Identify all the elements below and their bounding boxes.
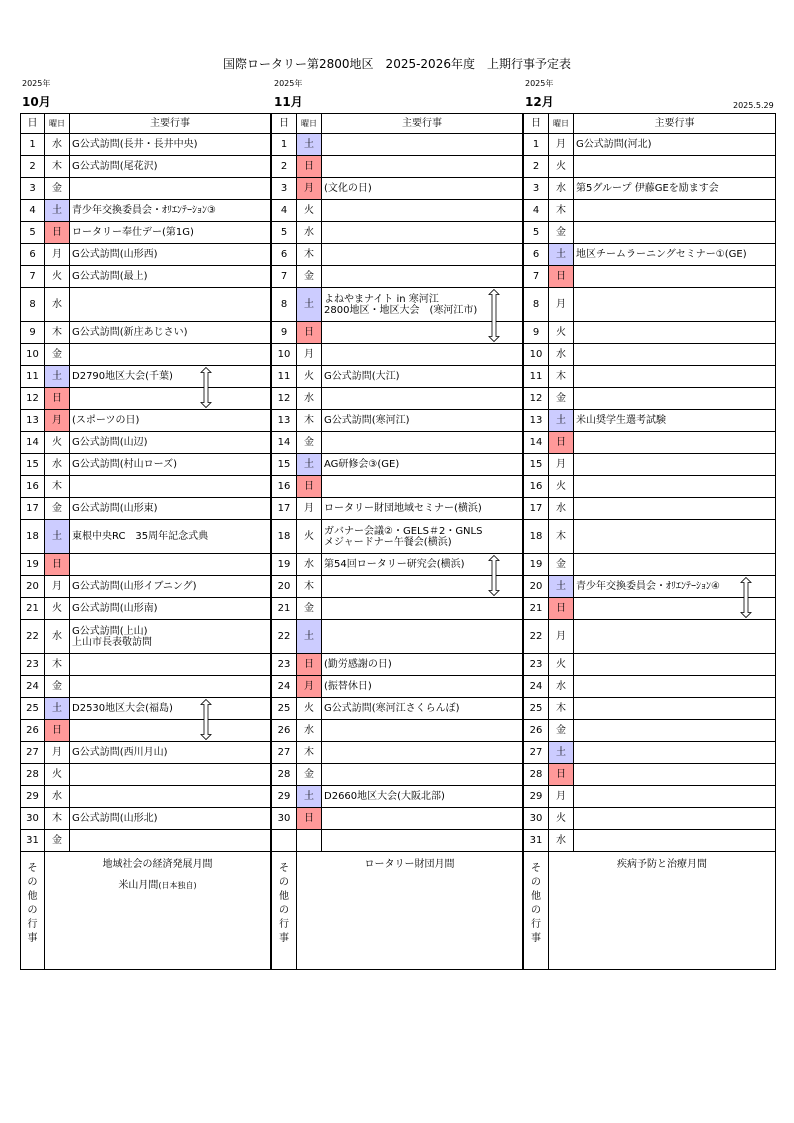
weekday-cell: 土 <box>297 288 322 322</box>
day-number: 17 <box>21 498 45 520</box>
event-text: G公式訪問(長井・長井中央) <box>72 139 198 150</box>
weekday-cell: 金 <box>45 498 70 520</box>
day-number: 7 <box>524 266 549 288</box>
day-number: 4 <box>524 200 549 222</box>
day-number: 24 <box>21 676 45 698</box>
weekday-cell: 水 <box>45 786 70 808</box>
event-text: G公式訪問(尾花沢) <box>72 161 158 172</box>
event-text: ロータリー財団地域セミナー(横浜) <box>324 503 482 514</box>
weekday-cell: 金 <box>45 830 70 852</box>
weekday-cell: 水 <box>297 388 322 410</box>
weekday-cell: 火 <box>45 598 70 620</box>
day-number: 6 <box>272 244 297 266</box>
day-number: 15 <box>272 454 297 476</box>
weekday-cell: 日 <box>45 222 70 244</box>
weekday-cell: 月 <box>549 288 574 322</box>
weekday-cell: 土 <box>549 244 574 266</box>
weekday-cell: 金 <box>45 344 70 366</box>
other-events-label-text: そ の 他 の 行 事 <box>27 863 38 944</box>
weekday-cell: 月 <box>297 178 322 200</box>
event-text-line2: 上山市長表敬訪問 <box>72 636 152 648</box>
day-number: 21 <box>524 598 549 620</box>
day-number: 22 <box>524 620 549 654</box>
weekday-cell: 木 <box>549 366 574 388</box>
month-label-dec: 12月 <box>525 95 554 109</box>
day-number: 25 <box>21 698 45 720</box>
span-arrow-icon <box>489 290 499 342</box>
event-text-line2: メジャードナー午餐会(横浜) <box>324 536 452 548</box>
day-number: 16 <box>21 476 45 498</box>
day-number: 22 <box>21 620 45 654</box>
event-text: G公式訪問(寒河江さくらんぼ) <box>324 703 460 714</box>
event-text: (スポーツの日) <box>72 415 140 426</box>
weekday-cell: 日 <box>297 808 322 830</box>
event-text: G公式訪問(山辺) <box>72 437 148 448</box>
weekday-cell: 日 <box>549 432 574 454</box>
weekday-cell: 月 <box>297 498 322 520</box>
day-number: 5 <box>272 222 297 244</box>
day-number: 21 <box>21 598 45 620</box>
span-arrow-icon <box>201 700 211 740</box>
weekday-cell: 土 <box>45 366 70 388</box>
day-number: 14 <box>21 432 45 454</box>
day-number: 23 <box>21 654 45 676</box>
weekday-cell: 火 <box>549 476 574 498</box>
day-number: 20 <box>524 576 549 598</box>
event-text: ガバナー会議②・GELS＃2・GNLS <box>324 525 483 537</box>
event-text: 第5グループ 伊藤GEを励ます会 <box>576 183 719 194</box>
day-number: 2 <box>272 156 297 178</box>
day-number: 9 <box>272 322 297 344</box>
weekday-cell: 木 <box>549 520 574 554</box>
weekday-cell: 月 <box>45 742 70 764</box>
event-text: G公式訪問(山形西) <box>72 249 158 260</box>
weekday-cell: 月 <box>45 576 70 598</box>
day-number: 19 <box>21 554 45 576</box>
day-number: 27 <box>272 742 297 764</box>
event-text: D2660地区大会(大阪北部) <box>324 791 445 802</box>
weekday-cell: 木 <box>45 808 70 830</box>
weekday-cell: 水 <box>297 222 322 244</box>
day-number: 17 <box>524 498 549 520</box>
day-number: 27 <box>21 742 45 764</box>
header-events: 主要行事 <box>322 114 523 134</box>
day-number: 15 <box>524 454 549 476</box>
weekday-cell: 金 <box>549 720 574 742</box>
weekday-cell: 火 <box>45 266 70 288</box>
day-number: 3 <box>21 178 45 200</box>
day-number: 18 <box>21 520 45 554</box>
day-number: 17 <box>272 498 297 520</box>
event-text: D2530地区大会(福島) <box>72 703 173 714</box>
day-number: 23 <box>272 654 297 676</box>
event-text: G公式訪問(山形イブニング) <box>72 581 197 592</box>
span-arrow-icon <box>741 578 751 618</box>
day-number: 18 <box>524 520 549 554</box>
weekday-cell: 金 <box>549 554 574 576</box>
day-number: 29 <box>21 786 45 808</box>
day-number: 15 <box>21 454 45 476</box>
day-number: 9 <box>524 322 549 344</box>
weekday-cell: 水 <box>549 344 574 366</box>
weekday-cell: 日 <box>45 388 70 410</box>
header-weekday: 曜日 <box>297 114 322 134</box>
event-text: 東根中央RC 35周年記念式典 <box>72 531 209 542</box>
weekday-cell: 土 <box>549 576 574 598</box>
weekday-cell: 火 <box>297 366 322 388</box>
day-number: 16 <box>524 476 549 498</box>
weekday-cell: 火 <box>549 654 574 676</box>
weekday-cell: 日 <box>549 598 574 620</box>
weekday-cell: 木 <box>45 476 70 498</box>
weekday-cell: 木 <box>297 410 322 432</box>
day-number: 12 <box>21 388 45 410</box>
weekday-cell: 金 <box>297 764 322 786</box>
day-number: 3 <box>272 178 297 200</box>
day-number: 7 <box>21 266 45 288</box>
weekday-cell: 土 <box>45 520 70 554</box>
day-number: 30 <box>524 808 549 830</box>
day-number: 11 <box>524 366 549 388</box>
header-day: 日 <box>272 114 297 134</box>
day-number: 26 <box>272 720 297 742</box>
weekday-cell: 日 <box>45 554 70 576</box>
weekday-cell: 火 <box>297 520 322 554</box>
weekday-cell: 月 <box>549 454 574 476</box>
event-text: G公式訪問(新庄あじさい) <box>72 327 188 338</box>
day-number: 20 <box>272 576 297 598</box>
day-number: 25 <box>272 698 297 720</box>
day-number: 14 <box>272 432 297 454</box>
event-text: D2790地区大会(千葉) <box>72 371 173 382</box>
event-text: 第54回ロータリー研究会(横浜) <box>324 559 465 570</box>
weekday-cell: 水 <box>45 134 70 156</box>
day-number: 24 <box>272 676 297 698</box>
day-number: 11 <box>21 366 45 388</box>
event-text: G公式訪問(最上) <box>72 271 148 282</box>
weekday-cell: 金 <box>45 178 70 200</box>
day-number: 10 <box>524 344 549 366</box>
month-label-oct: 10月 <box>22 95 51 109</box>
weekday-cell: 火 <box>297 200 322 222</box>
day-number: 31 <box>21 830 45 852</box>
day-number: 1 <box>21 134 45 156</box>
day-number: 29 <box>272 786 297 808</box>
header-day: 日 <box>21 114 45 134</box>
year-label-dec: 2025年 <box>525 79 554 88</box>
day-number: 13 <box>21 410 45 432</box>
weekday-cell: 金 <box>297 432 322 454</box>
span-arrow-icon <box>201 368 211 408</box>
event-text: AG研修会③(GE) <box>324 459 400 470</box>
day-number: 11 <box>272 366 297 388</box>
day-number: 16 <box>272 476 297 498</box>
day-number: 8 <box>524 288 549 322</box>
day-number: 2 <box>524 156 549 178</box>
day-number: 6 <box>21 244 45 266</box>
day-number: 12 <box>524 388 549 410</box>
weekday-cell: 金 <box>297 598 322 620</box>
event-text: 米山奨学生選考試験 <box>576 415 666 426</box>
weekday-cell: 木 <box>297 742 322 764</box>
event-text: G公式訪問(山形東) <box>72 503 158 514</box>
weekday-cell: 水 <box>45 288 70 322</box>
day-number: 1 <box>524 134 549 156</box>
event-text: (文化の日) <box>324 183 372 194</box>
weekday-cell: 月 <box>45 410 70 432</box>
day-number: 26 <box>524 720 549 742</box>
day-number: 21 <box>272 598 297 620</box>
day-number: 10 <box>272 344 297 366</box>
weekday-cell: 水 <box>549 178 574 200</box>
header-day: 日 <box>524 114 549 134</box>
day-number: 13 <box>272 410 297 432</box>
weekday-cell: 土 <box>297 786 322 808</box>
weekday-cell: 水 <box>549 676 574 698</box>
weekday-cell: 土 <box>297 134 322 156</box>
revision-date: 2025.5.29 <box>733 101 774 110</box>
weekday-cell: 木 <box>297 244 322 266</box>
day-number: 4 <box>272 200 297 222</box>
weekday-cell: 日 <box>297 654 322 676</box>
event-text: 地区チームラーニングセミナー①(GE) <box>576 249 747 260</box>
header-events: 主要行事 <box>70 114 271 134</box>
weekday-cell: 月 <box>297 676 322 698</box>
other-events-label-text: そ の 他 の 行 事 <box>531 863 541 944</box>
weekday-cell: 火 <box>45 764 70 786</box>
weekday-cell: 木 <box>297 576 322 598</box>
weekday-cell: 月 <box>549 786 574 808</box>
day-number: 9 <box>21 322 45 344</box>
weekday-cell: 日 <box>297 156 322 178</box>
day-number: 8 <box>272 288 297 322</box>
weekday-cell: 土 <box>45 698 70 720</box>
day-number: 22 <box>272 620 297 654</box>
day-number: 19 <box>272 554 297 576</box>
monthly-theme: 疾病予防と治療月間 <box>617 859 707 870</box>
weekday-cell: 木 <box>549 200 574 222</box>
header-weekday: 曜日 <box>45 114 70 134</box>
event-text: G公式訪問(河北) <box>576 139 652 150</box>
day-number: 25 <box>524 698 549 720</box>
weekday-cell: 日 <box>549 764 574 786</box>
day-number: 5 <box>21 222 45 244</box>
day-number: 24 <box>524 676 549 698</box>
header-weekday: 曜日 <box>549 114 574 134</box>
day-number: 12 <box>272 388 297 410</box>
weekday-cell: 金 <box>549 222 574 244</box>
day-number: 3 <box>524 178 549 200</box>
weekday-cell: 水 <box>549 830 574 852</box>
weekday-cell: 木 <box>45 156 70 178</box>
weekday-cell: 金 <box>297 266 322 288</box>
weekday-cell: 火 <box>549 322 574 344</box>
weekday-cell: 月 <box>549 134 574 156</box>
year-label-oct: 2025年 <box>22 79 51 88</box>
weekday-cell: 土 <box>45 200 70 222</box>
weekday-cell: 日 <box>549 266 574 288</box>
weekday-cell: 火 <box>297 698 322 720</box>
weekday-cell: 金 <box>45 676 70 698</box>
weekday-cell: 土 <box>297 454 322 476</box>
monthly-theme: ロータリー財団月間 <box>364 859 455 870</box>
event-text: G公式訪問(大江) <box>324 371 400 382</box>
weekday-cell: 火 <box>549 808 574 830</box>
day-number: 5 <box>524 222 549 244</box>
weekday-cell: 日 <box>297 322 322 344</box>
weekday-cell: 木 <box>45 322 70 344</box>
weekday-cell: 水 <box>45 454 70 476</box>
year-label-nov: 2025年 <box>274 79 303 88</box>
day-number: 28 <box>524 764 549 786</box>
day-number: 27 <box>524 742 549 764</box>
event-text: 青少年交換委員会・ｵﾘｴﾝﾃｰｼｮﾝ④ <box>576 581 720 592</box>
day-number: 19 <box>524 554 549 576</box>
day-number: 30 <box>272 808 297 830</box>
weekday-cell: 日 <box>297 476 322 498</box>
day-number: 28 <box>21 764 45 786</box>
other-events-label-text: そ の 他 の 行 事 <box>279 863 289 944</box>
weekday-cell: 月 <box>297 344 322 366</box>
weekday-cell: 土 <box>297 620 322 654</box>
weekday-cell: 木 <box>45 654 70 676</box>
span-arrow-icon <box>489 556 499 596</box>
weekday-cell: 水 <box>45 620 70 654</box>
weekday-cell: 日 <box>45 720 70 742</box>
day-number: 1 <box>272 134 297 156</box>
day-number: 30 <box>21 808 45 830</box>
weekday-cell: 金 <box>549 388 574 410</box>
event-text: G公式訪問(西川月山) <box>72 747 168 758</box>
weekday-cell: 水 <box>297 720 322 742</box>
event-text: (勤労感謝の日) <box>324 659 392 670</box>
weekday-cell: 月 <box>45 244 70 266</box>
event-text-line2: 2800地区・地区大会 (寒河江市) <box>324 304 478 316</box>
weekday-cell: 土 <box>549 410 574 432</box>
weekday-cell: 土 <box>549 742 574 764</box>
event-text: G公式訪問(上山) <box>72 625 148 637</box>
day-number: 2 <box>21 156 45 178</box>
page-title: 国際ロータリー第2800地区 2025-2026年度 上期行事予定表 <box>223 57 571 71</box>
day-number: 8 <box>21 288 45 322</box>
day-number: 29 <box>524 786 549 808</box>
monthly-sub-theme-note: (日本独自) <box>158 881 197 890</box>
event-text: よねやまナイト in 寒河江 <box>324 293 439 305</box>
event-text: 青少年交換委員会・ｵﾘｴﾝﾃｰｼｮﾝ③ <box>72 205 216 216</box>
weekday-cell: 月 <box>549 620 574 654</box>
weekday-cell: 木 <box>549 698 574 720</box>
day-number: 6 <box>524 244 549 266</box>
day-number: 13 <box>524 410 549 432</box>
event-text: G公式訪問(山形北) <box>72 813 158 824</box>
day-number: 10 <box>21 344 45 366</box>
day-number: 23 <box>524 654 549 676</box>
header-events: 主要行事 <box>574 114 776 134</box>
day-number: 31 <box>524 830 549 852</box>
event-text: G公式訪問(寒河江) <box>324 415 410 426</box>
monthly-theme: 地域社会の経済発展月間 <box>102 859 213 870</box>
day-number: 4 <box>21 200 45 222</box>
day-number: 18 <box>272 520 297 554</box>
day-number: 7 <box>272 266 297 288</box>
weekday-cell: 火 <box>549 156 574 178</box>
event-text: G公式訪問(村山ローズ) <box>72 459 178 470</box>
event-text: ロータリー奉仕デー(第1G) <box>72 227 194 238</box>
day-number: 26 <box>21 720 45 742</box>
event-text: (振替休日) <box>324 681 372 692</box>
day-number: 20 <box>21 576 45 598</box>
weekday-cell: 水 <box>549 498 574 520</box>
weekday-cell: 火 <box>45 432 70 454</box>
weekday-cell: 水 <box>297 554 322 576</box>
event-text: G公式訪問(山形南) <box>72 603 158 614</box>
monthly-sub-theme-text: 米山月間 <box>118 880 159 891</box>
month-label-nov: 11月 <box>274 95 303 109</box>
day-number: 28 <box>272 764 297 786</box>
day-number: 14 <box>524 432 549 454</box>
